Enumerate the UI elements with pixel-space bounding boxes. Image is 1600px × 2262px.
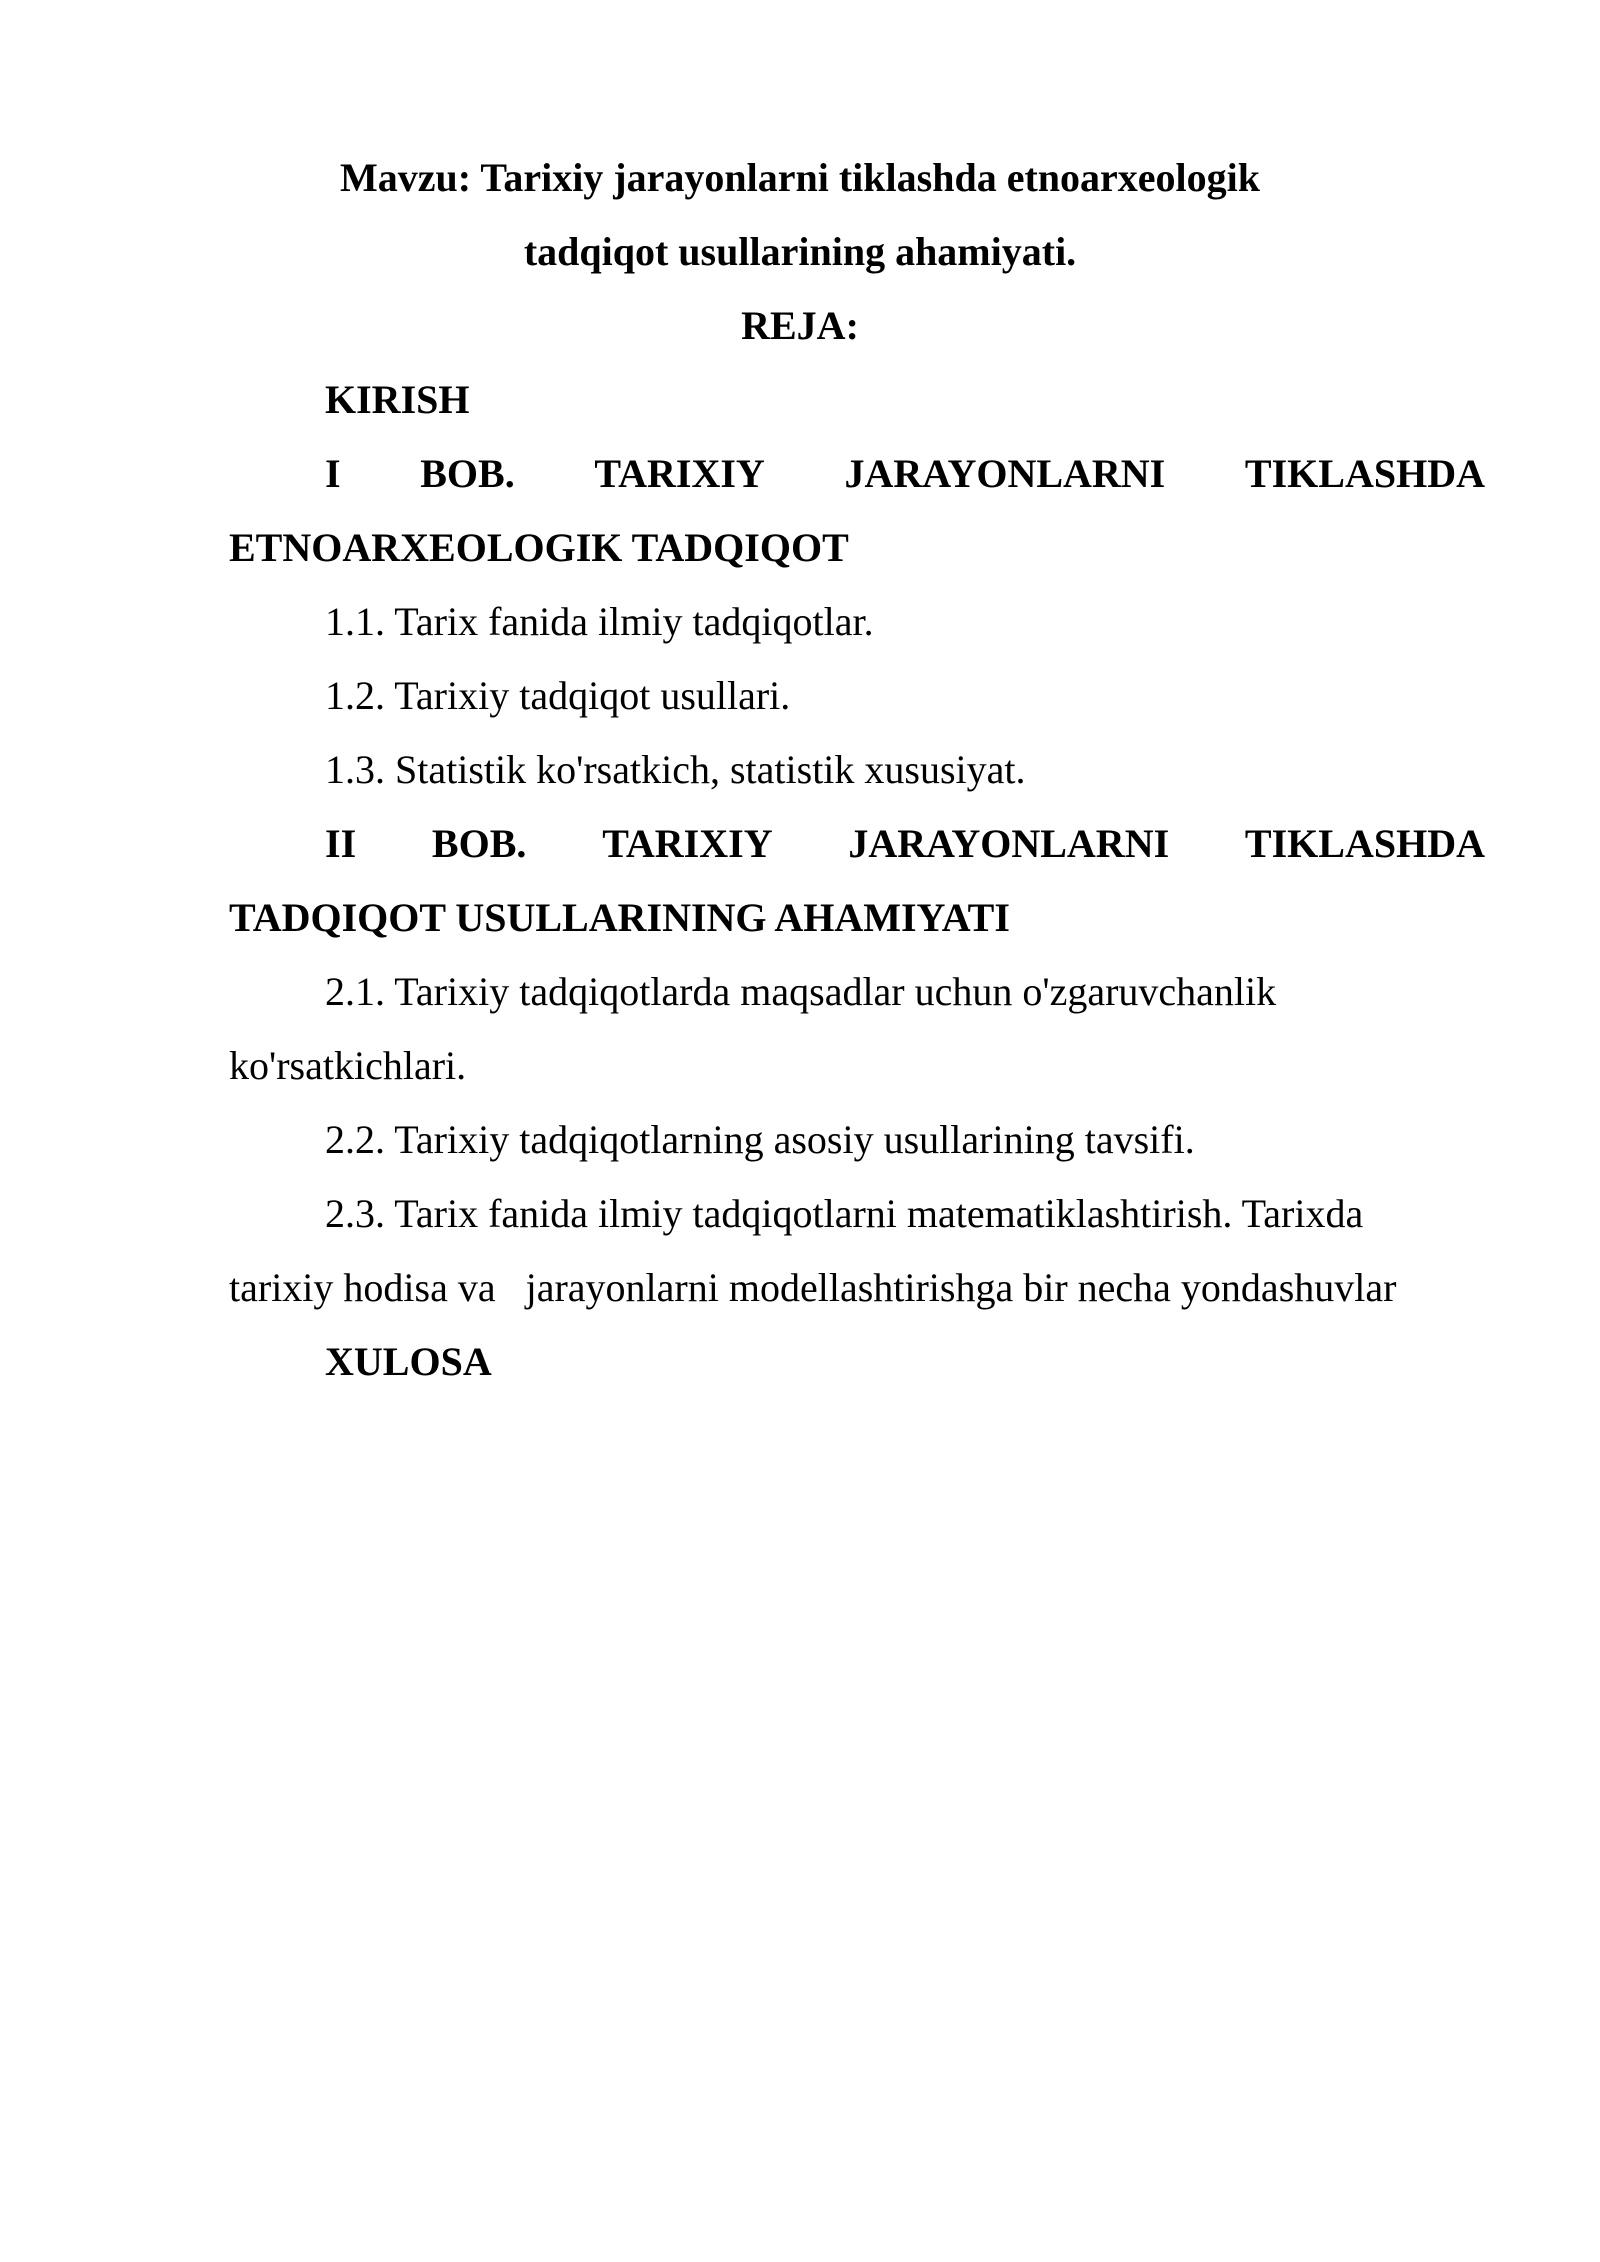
chapter-2-word: II (325, 821, 357, 866)
section-2-1-line-1: 2.1. Tarixiy tadqiqotlarda maqsadlar uchun o'zgaruvchanlik (325, 969, 1277, 1014)
section-2-3-line-2: tarixiy hodisa va jarayonlarni modellashtirishga bir necha yondashuvlar (229, 1265, 1397, 1310)
chapter-1-heading-continuation: ETNOARXEOLOGIK TADQIQOT (229, 525, 849, 570)
title-line-2: tadqiqot usullarining ahamiyati. (523, 229, 1077, 274)
chapter-2-word: JARAYONLARNI (848, 821, 1170, 866)
chapter-2-word: TIKLASHDA (1244, 821, 1485, 866)
title-line-1: Mavzu: Tarixiy jarayonlarni tiklashda etnoarxeologik (339, 155, 1261, 200)
chapter-2-heading-continuation: TADQIQOT USULLARINING AHAMIYATI (229, 895, 1010, 940)
section-1-1: 1.1. Tarix fanida ilmiy tadqiqotlar. (325, 599, 874, 644)
section-1-2: 1.2. Tarixiy tadqiqot usullari. (325, 673, 791, 718)
chapter-1-word: JARAYONLARNI (844, 451, 1166, 496)
chapter-1-word: TIKLASHDA (1244, 451, 1485, 496)
chapter-1-word: BOB. (420, 451, 515, 496)
chapter-2-heading (325, 820, 1485, 868)
section-1-3: 1.3. Statistik ko'rsatkich, statistik xususiyat. (325, 747, 1026, 792)
chapter-1-word: I (325, 451, 341, 496)
chapter-2-word: TARIXIY (602, 821, 773, 866)
chapter-1-word: TARIXIY (594, 451, 765, 496)
chapter-1-heading (325, 450, 1485, 498)
intro-heading: KIRISH (325, 377, 470, 422)
plan-heading: REJA: (741, 303, 859, 348)
section-2-2: 2.2. Tarixiy tadqiqotlarning asosiy usullarining tavsifi. (325, 1117, 1195, 1162)
section-2-3-line-1: 2.3. Tarix fanida ilmiy tadqiqotlarni matematiklashtirish. Tarixda (325, 1191, 1364, 1236)
conclusion-heading: XULOSA (325, 1339, 492, 1384)
section-2-1-line-2: ko'rsatkichlari. (229, 1043, 467, 1088)
chapter-2-word: BOB. (431, 821, 527, 866)
